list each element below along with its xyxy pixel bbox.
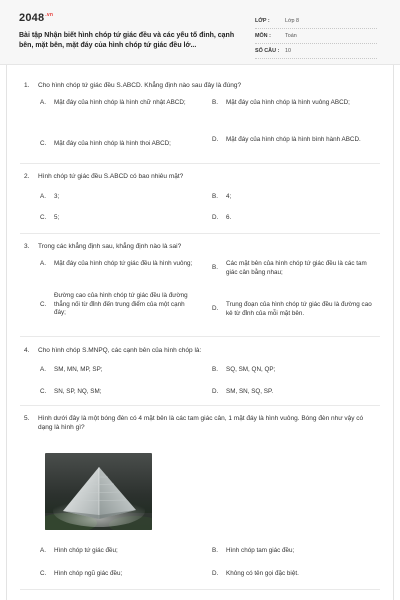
option-text: SM, SN, SQ, SP. [226, 388, 274, 395]
question-divider [20, 163, 380, 164]
option-label: D. [212, 388, 219, 395]
option-c[interactable] [40, 214, 59, 223]
question-number: 3. [24, 243, 30, 250]
option-label: D. [212, 570, 219, 577]
option-text: 3; [54, 193, 60, 200]
option-text: Trung đoạn của hình chóp tứ giác đều là đường cao kẻ từ đỉnh của mỗi mặt bên. [226, 301, 372, 317]
question-3 [24, 242, 380, 251]
question-body: Cho hình chóp tứ giác đều S.ABCD. Khẳng định nào sau đây là đúng? [38, 82, 242, 89]
option-label: A. [40, 193, 46, 200]
question-number: 5. [24, 415, 30, 422]
option-text: Không có tên gọi đặc biệt. [226, 570, 299, 577]
option-c[interactable] [40, 292, 205, 318]
option-label: A. [40, 99, 46, 106]
option-text: SN, SP, NQ, SM; [54, 388, 102, 395]
question-text [24, 172, 380, 181]
option-text: 4; [226, 193, 232, 200]
option-label: D. [212, 305, 219, 313]
option-text: Mặt đáy của hình chóp là hình chữ nhật ABCD; [54, 99, 186, 106]
option-label: A. [40, 260, 46, 267]
option-text: Hình chóp ngũ giác đều; [54, 570, 123, 577]
pyramid-lamp-illustration [45, 453, 152, 530]
option-label: A. [40, 366, 46, 373]
question-text [24, 242, 380, 251]
option-text: Mặt đáy của hình chóp là hình thoi ABCD; [54, 140, 171, 147]
meta-key: MÔN : [255, 33, 271, 39]
option-text: Mặt đáy của hình chóp tứ giác đều là hình vuông; [54, 260, 193, 267]
question-text [24, 414, 380, 432]
question-text [24, 346, 380, 355]
option-text: 6. [226, 214, 232, 221]
meta-value: Toán [285, 33, 297, 39]
question-body: Cho hình chóp S.MNPQ, các cạnh bên của hình chóp là: [38, 347, 202, 354]
meta-row-grade [255, 14, 377, 29]
option-label: C. [40, 140, 47, 147]
meta-key: LỚP : [255, 18, 270, 24]
logo-suffix: .vn [45, 12, 54, 18]
question-number: 1. [24, 82, 30, 89]
option-label: C. [40, 570, 47, 577]
question-2 [24, 172, 380, 181]
option-label: D. [212, 214, 219, 221]
option-c[interactable] [40, 570, 122, 579]
meta-row-subject [255, 29, 377, 44]
meta-key: SỐ CÂU : [255, 48, 280, 54]
question-number: 4. [24, 347, 30, 354]
option-a[interactable] [40, 366, 103, 375]
option-b[interactable] [212, 366, 275, 375]
question-divider [20, 336, 380, 337]
option-label: B. [212, 547, 218, 554]
question-text [24, 81, 380, 90]
option-label: B. [212, 366, 218, 373]
option-text: SM, MN, MP, SP; [54, 366, 103, 373]
option-b[interactable] [212, 260, 380, 277]
option-d[interactable] [212, 136, 380, 145]
logo-text: 2048 [19, 12, 45, 24]
option-label: C. [40, 388, 47, 395]
option-a[interactable] [40, 99, 195, 108]
page-left-border [6, 0, 7, 600]
option-d[interactable] [212, 214, 231, 223]
page-right-border [393, 0, 394, 600]
option-text: SQ, SM, QN, QP; [226, 366, 276, 373]
option-text: Hình chóp tứ giác đều; [54, 547, 118, 554]
worksheet-meta [255, 14, 377, 59]
question-4 [24, 346, 380, 355]
question-5 [24, 414, 380, 432]
option-label: D. [212, 136, 219, 143]
option-text: Mặt đáy của hình chóp là hình bình hành ABCD. [226, 136, 361, 143]
meta-row-question-count [255, 44, 377, 59]
worksheet-header [0, 0, 400, 65]
question-divider [20, 589, 380, 590]
meta-value: Lớp 8 [285, 18, 300, 24]
question-body: Trong các khẳng định sau, khẳng định nào là sai? [38, 243, 182, 250]
option-label: A. [40, 547, 46, 554]
question-divider [20, 405, 380, 406]
question-body: Hình chóp tứ giác đều S.ABCD có bao nhiêu mặt? [38, 173, 184, 180]
option-b[interactable] [212, 193, 231, 202]
option-c[interactable] [40, 388, 101, 397]
option-label: C. [40, 300, 47, 308]
option-text: Mặt đáy của hình chóp là hình vuông ABCD; [226, 99, 350, 106]
option-text: Các mặt bên của hình chóp tứ giác đều là các tam giác cân bằng nhau; [226, 260, 367, 276]
option-a[interactable] [40, 260, 205, 269]
option-label: B. [212, 264, 218, 272]
option-text: Đường cao của hình chóp tứ giác đều là đường thẳng nối từ đỉnh đến trung điểm của một cạnh đáy; [54, 292, 188, 317]
meta-value: 10 [285, 48, 291, 54]
question-divider [20, 233, 380, 234]
option-c[interactable] [40, 140, 210, 149]
worksheet-title: Bài tập Nhận biết hình chóp tứ giác đều và các yếu tố đỉnh, cạnh bên, mặt bên, mặt đáy của hình chóp tứ giác đều lớ... [19, 32, 235, 49]
option-a[interactable] [40, 193, 59, 202]
option-d[interactable] [212, 301, 380, 318]
option-b[interactable] [212, 99, 380, 108]
option-label: C. [40, 214, 47, 221]
option-d[interactable] [212, 388, 273, 397]
option-b[interactable] [212, 547, 294, 556]
option-label: B. [212, 193, 218, 200]
question-1 [24, 81, 380, 90]
site-logo[interactable] [19, 12, 53, 24]
option-text: Hình chóp tam giác đều; [226, 547, 295, 554]
question-number: 2. [24, 173, 30, 180]
option-a[interactable] [40, 547, 118, 556]
option-text: 5; [54, 214, 60, 221]
option-d[interactable] [212, 570, 299, 579]
option-label: B. [212, 99, 218, 106]
question-body: Hình dưới đây là một bóng đèn có 4 mặt bên là các tam giác cân, 1 mặt đáy là hình vuông. Bóng đèn như vậy có dạng là hình gì? [38, 415, 364, 431]
pyramid-lamp-image [45, 453, 152, 530]
